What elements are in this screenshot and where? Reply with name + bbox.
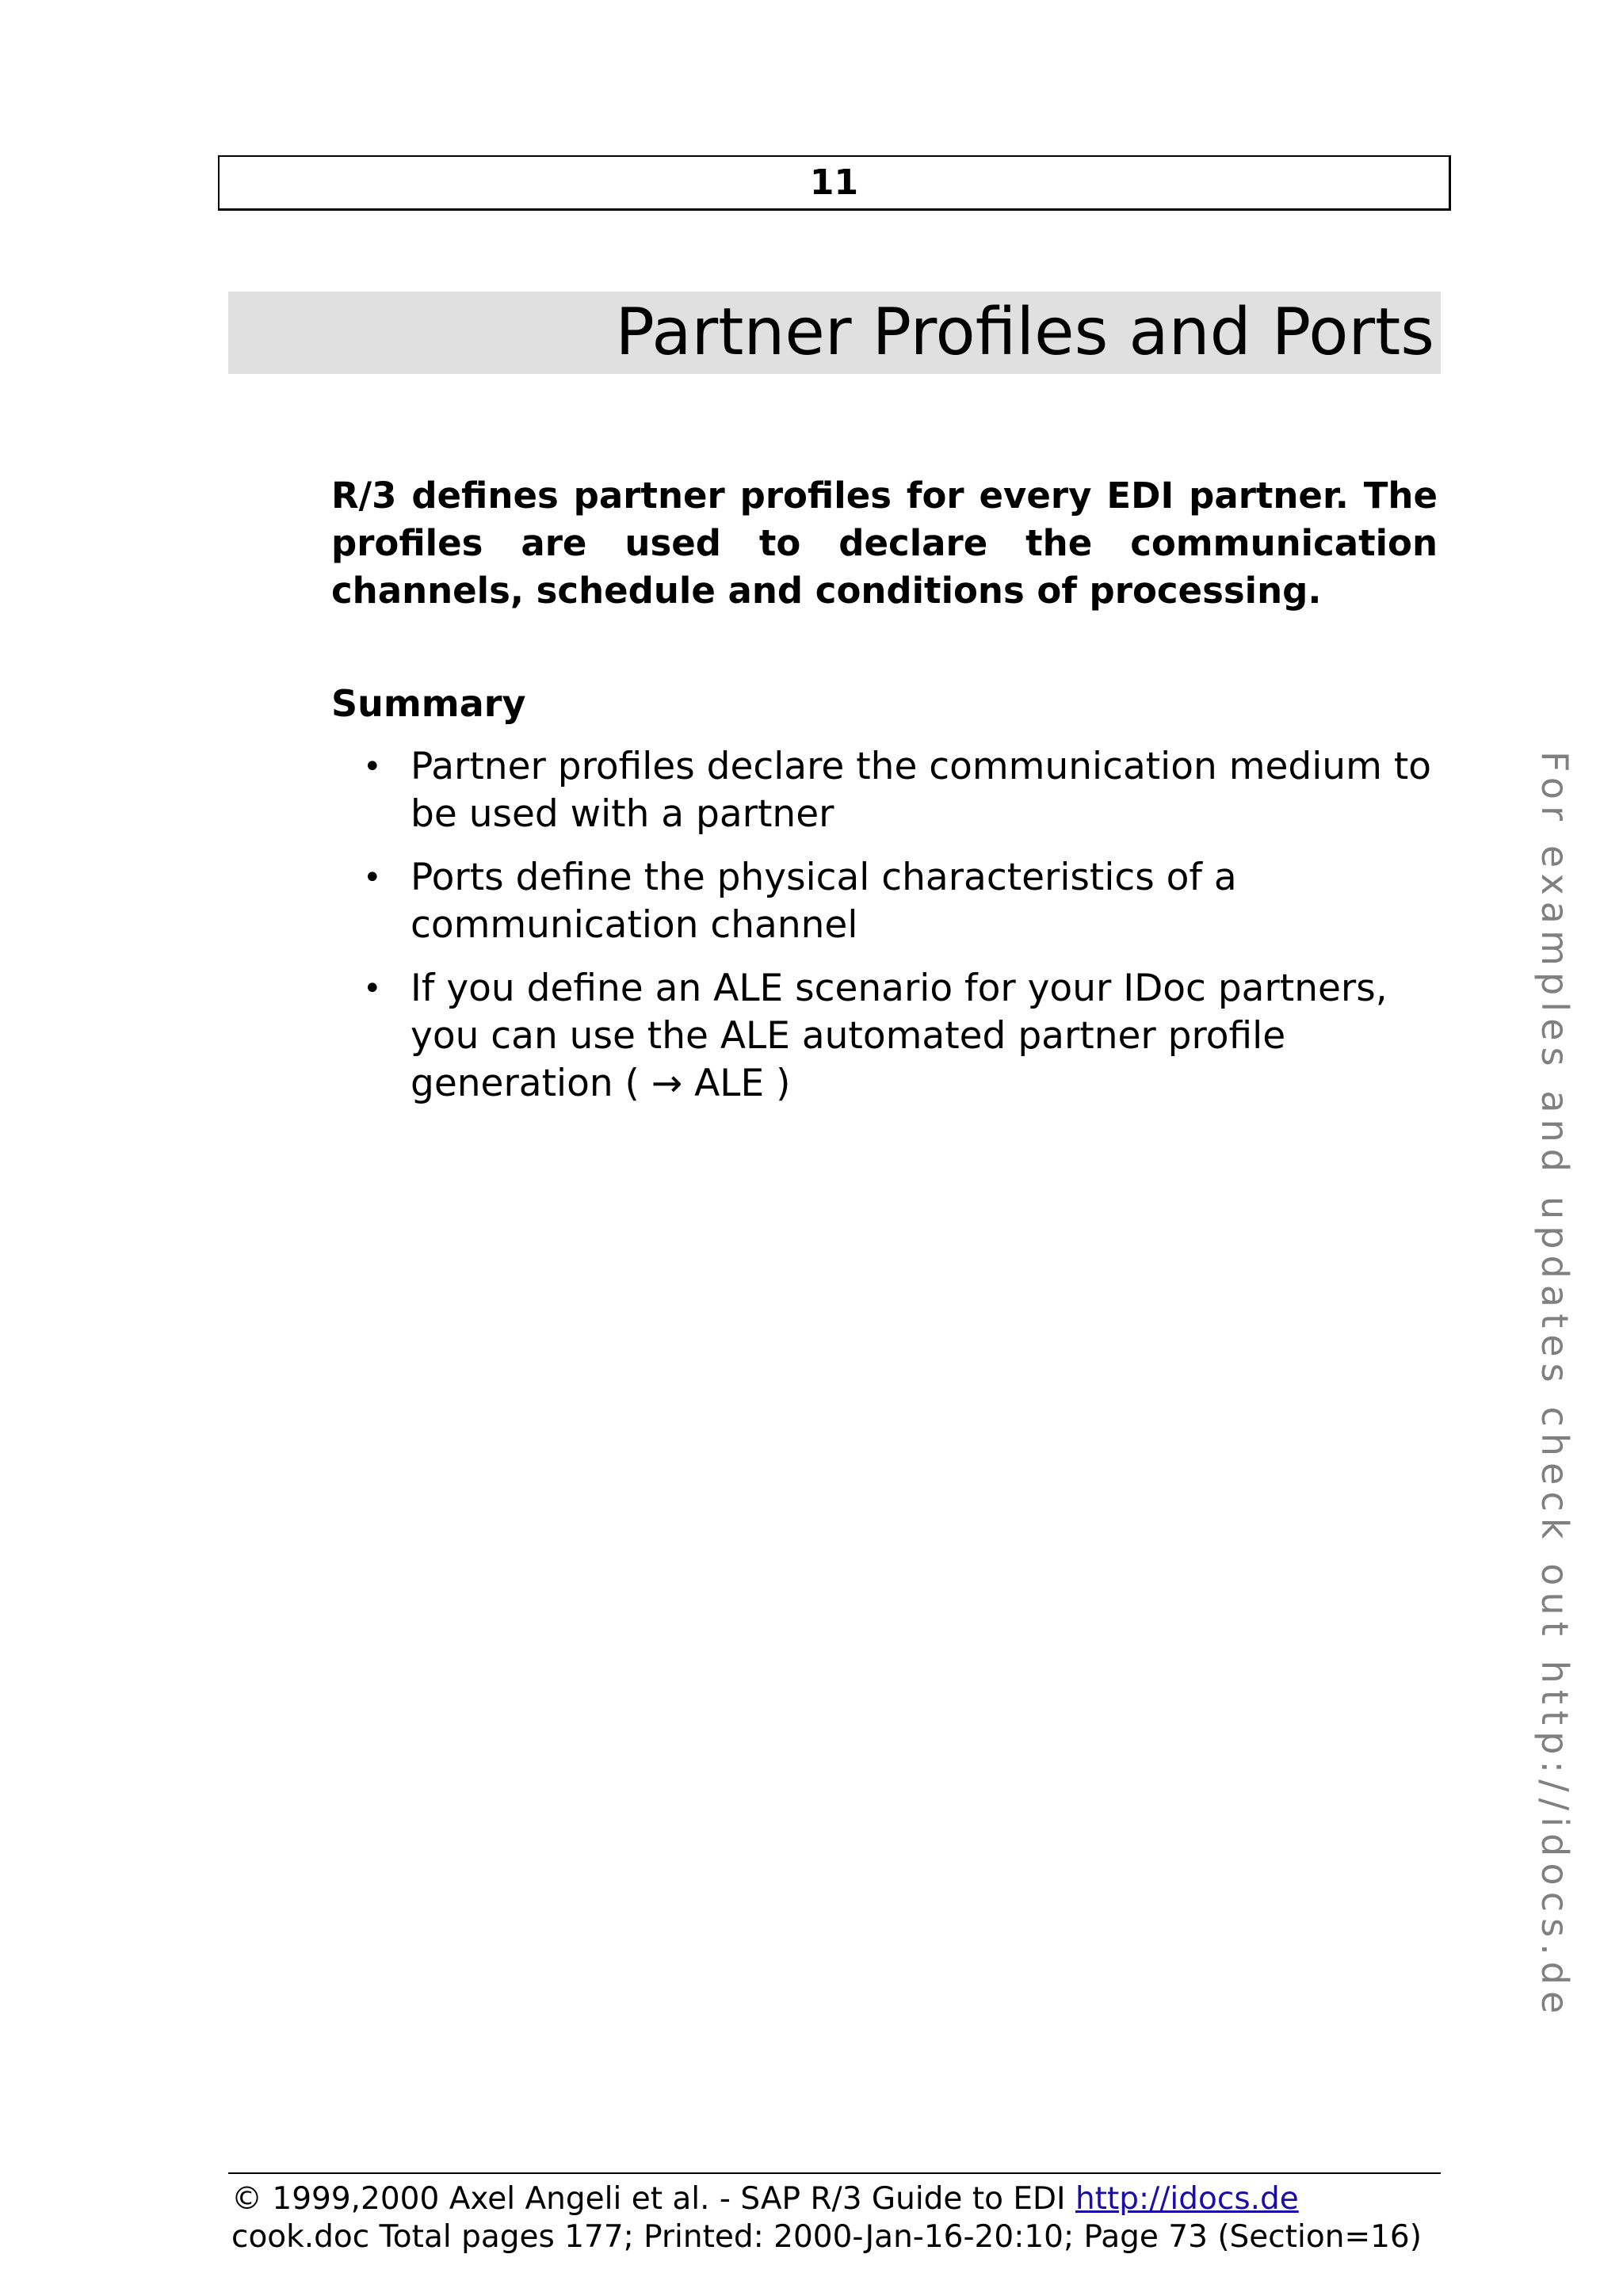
summary-item	[331, 965, 1441, 1108]
footer-link[interactable]: http://idocs.de	[1075, 2181, 1299, 2217]
footer-divider	[228, 2172, 1441, 2174]
summary-list	[331, 743, 1441, 1123]
footer-copyright: © 1999,2000 Axel Angeli et al. - SAP R/3 Guide to EDI	[231, 2181, 1066, 2217]
summary-item-text: Partner profiles declare the communication medium to be used with a partner	[411, 745, 1432, 836]
summary-item-text: If you define an ALE scenario for your IDoc partners, you can use the ALE automated partner profile generation ( → ALE )	[411, 967, 1388, 1105]
bullet-icon: •	[363, 749, 382, 785]
side-note-vertical: For examples and updates check out http://idocs.de	[1533, 751, 1576, 2020]
summary-item-text: Ports define the physical characteristics of a communication channel	[411, 856, 1237, 947]
footer-copyright-line	[231, 2180, 1299, 2218]
bullet-icon: •	[363, 971, 382, 1007]
chapter-title-bar	[228, 292, 1441, 374]
summary-heading: Summary	[331, 682, 526, 725]
bullet-icon: •	[363, 860, 382, 896]
footer-info-line: cook.doc Total pages 177; Printed: 2000-Jan-16-20:10; Page 73 (Section=16)	[231, 2219, 1422, 2255]
summary-item	[331, 743, 1441, 838]
chapter-number: 11	[809, 162, 859, 203]
chapter-number-box	[218, 155, 1451, 211]
chapter-title: Partner Profiles and Ports	[615, 295, 1434, 370]
summary-item	[331, 854, 1441, 949]
intro-paragraph: R/3 defines partner profiles for every EDI partner. The profiles are used to declare the communication channels, schedule and conditions of processing.	[331, 475, 1438, 612]
